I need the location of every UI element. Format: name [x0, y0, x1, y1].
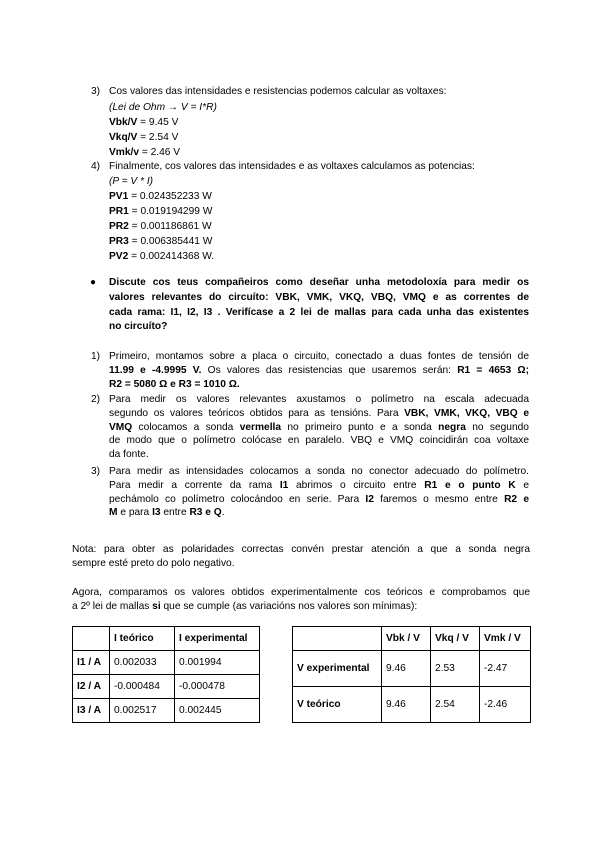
- compare-line: a 2º lei de mallas si que se cumple (as variacións nos valores son mínimas):: [72, 600, 418, 612]
- step-1-text: [109, 350, 529, 391]
- table-header-row: [73, 627, 260, 651]
- compare-line: Agora, comparamos os valores obtidos experimentalmente cos teóricos e comprobamos que: [72, 587, 530, 598]
- row-label: V teórico: [293, 687, 382, 723]
- table-cell: 0.002033: [110, 651, 175, 675]
- step-1-number: 1): [91, 351, 101, 362]
- table-cell: -0.000484: [110, 675, 175, 699]
- power-pr2: PR2 = 0.001186861 W: [109, 221, 212, 232]
- voltage-vkq: Vkq/V = 2.54 V: [109, 132, 179, 143]
- item-3-number: 3): [91, 86, 101, 97]
- question-line: no circuíto?: [109, 321, 168, 333]
- compare-paragraph: [72, 586, 530, 614]
- note-paragraph: [72, 543, 530, 571]
- table-header-cell: I teórico: [110, 627, 175, 651]
- step-2-line: Para medir os valores relevantes axustamos o polímetro na escala adecuada: [109, 394, 529, 405]
- table-cell: 0.002445: [175, 699, 260, 723]
- step-2-line: de modo que o polímetro colócase en paralelo. VBQ e VMQ coincidirán coa voltaxe: [109, 435, 529, 447]
- table-cell: 2.53: [431, 651, 480, 687]
- table-header-cell: [73, 627, 110, 651]
- step-3-line: Para medir a corrente da rama I1 abrimos o circuito entre R1 e o punto K e: [109, 479, 529, 491]
- table-row: [73, 675, 260, 699]
- question-line: Discute cos teus compañeiros como deseñar unha metodoloxía para medir os: [109, 277, 529, 288]
- table-row: [293, 651, 531, 687]
- table-header-cell: [293, 627, 382, 651]
- step-1-line: R2 = 5080 Ω e R3 = 1010 Ω.: [109, 378, 240, 390]
- note-line: sempre esté preto do polo negativo.: [72, 557, 235, 569]
- table-header-cell: Vkq / V: [431, 627, 480, 651]
- note-line: Nota: para obter as polaridades correctas convén prestar atención a que a sonda negra: [72, 544, 530, 555]
- step-3-text: [109, 465, 529, 520]
- step-3-number: 3): [91, 466, 101, 477]
- step-2-line: VMQ colocamos a sonda vermella no primeiro punto e a sonda negra no segundo: [109, 421, 529, 433]
- table-row: [73, 651, 260, 675]
- row-label: I2 / A: [73, 675, 110, 699]
- question-text: [109, 276, 529, 335]
- step-1-line: Primeiro, montamos sobre a placa o circuito, conectado a duas fontes de tensión de: [109, 351, 529, 362]
- table-cell: 2.54: [431, 687, 480, 723]
- table-cell: -0.000478: [175, 675, 260, 699]
- power-pr3: PR3 = 0.006385441 W: [109, 236, 213, 247]
- item-4-number: 4): [91, 161, 101, 172]
- table-cell: 9.46: [382, 651, 431, 687]
- question-bullet: ●: [90, 277, 97, 288]
- question-line: valores relevantes do circuíto: VBK, VMK, VKQ, VBQ, VMQ e as correntes de: [109, 291, 529, 303]
- table-cell: -2.47: [480, 651, 531, 687]
- table-header-row: [293, 627, 531, 651]
- currents-table: [72, 626, 260, 723]
- step-1-line: 11.99 e -4.9995 V. Os valores das resistencias que usaremos serán: R1 = 4653 Ω;: [109, 364, 529, 376]
- power-pv1: PV1 = 0.024352233 W: [109, 191, 212, 202]
- power-pv2: PV2 = 0.002414368 W.: [109, 251, 215, 262]
- step-3-line: M e para I3 entre R3 e Q.: [109, 507, 225, 519]
- step-3-line: Para medir as intensidades colocamos a sonda no conector adecuado do polímetro.: [109, 466, 529, 477]
- row-label: I3 / A: [73, 699, 110, 723]
- voltage-vbk: Vbk/V = 9.45 V: [109, 117, 179, 128]
- table-header-cell: Vbk / V: [382, 627, 431, 651]
- item-3-text: Cos valores das intensidades e resistencias podemos calcular as voltaxes:: [109, 86, 447, 97]
- table-header-cell: I experimental: [175, 627, 260, 651]
- step-2-number: 2): [91, 394, 101, 405]
- ohm-law-formula: (Lei de Ohm → V = I*R): [109, 102, 217, 113]
- row-label: I1 / A: [73, 651, 110, 675]
- table-cell: -2.46: [480, 687, 531, 723]
- power-pr1: PR1 = 0.019194299 W: [109, 206, 213, 217]
- table-cell: 0.001994: [175, 651, 260, 675]
- row-label: V experimental: [293, 651, 382, 687]
- step-2-text: [109, 393, 529, 462]
- power-formula: (P = V * I): [109, 176, 154, 187]
- step-2-line: da fonte.: [109, 449, 149, 461]
- table-cell: 0.002517: [110, 699, 175, 723]
- table-row: [73, 699, 260, 723]
- table-cell: 9.46: [382, 687, 431, 723]
- table-row: [293, 687, 531, 723]
- item-4-text: Finalmente, cos valores das intensidades e as voltaxes calculamos as potencias:: [109, 161, 475, 172]
- step-3-line: pechámolo co polímetro colocándoo en serie. Para I2 faremos o mesmo entre R2 e: [109, 493, 529, 505]
- voltage-vmk: Vmk/v = 2.46 V: [109, 147, 181, 158]
- table-header-cell: Vmk / V: [480, 627, 531, 651]
- voltages-table: [292, 626, 531, 723]
- question-line: cada rama: I1, I2, I3 . Verifícase a 2 lei de mallas para cada unha das existentes: [109, 306, 529, 318]
- step-2-line: segundo os valores teóricos obtidos para as tensións. Para VBK, VMK, VKQ, VBQ e: [109, 407, 529, 419]
